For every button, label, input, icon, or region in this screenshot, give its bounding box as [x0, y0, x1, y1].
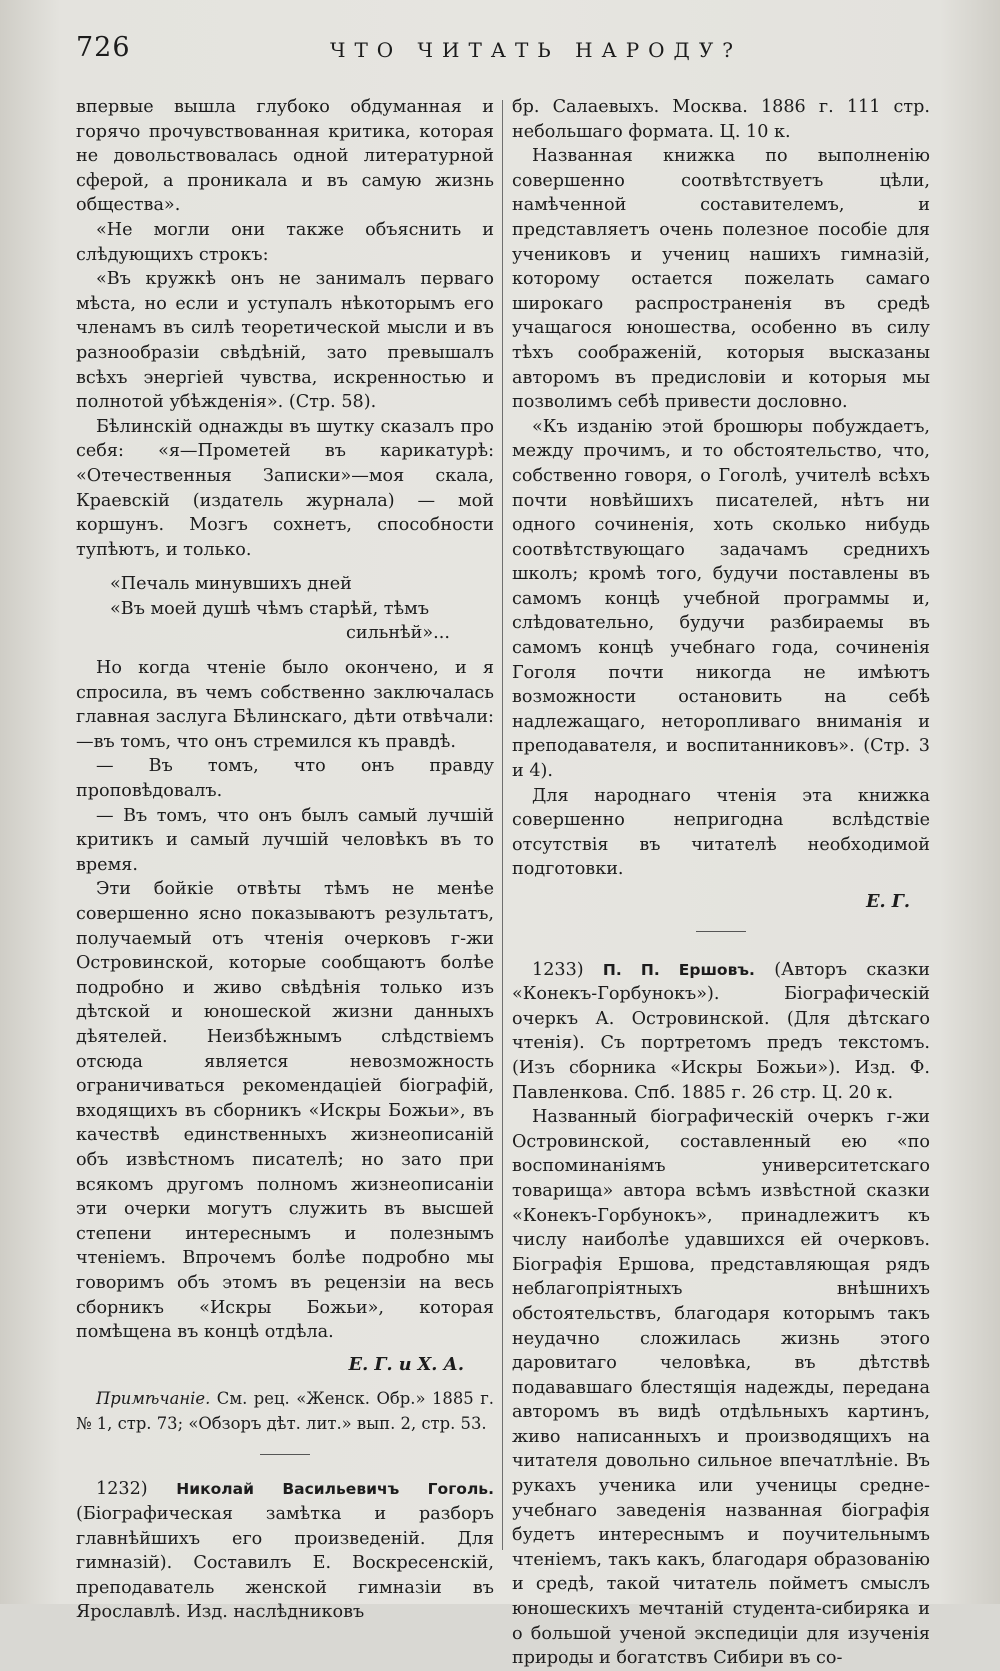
quotation: «Въ кружкѣ онъ не занималъ перваго мѣста, но если и уступалъ нѣкоторымъ его членамъ въ силѣ теоретической мысли и въ разнообразіи свѣдѣній, зато превышалъ всѣхъ энергіей чувства, искренностью и полнотой убѣжденія». (Стр. 58).: [76, 269, 494, 413]
paragraph: Но когда чтеніе было окончено, и я спросила, въ чемъ собственно заключалась главная заслуга Бѣлинскаго, дѣти отвѣчали:—въ томъ, что онъ стремился къ правдѣ.: [76, 658, 494, 752]
column-divider: [502, 100, 503, 1550]
entry-title: П. П. Ершовъ.: [602, 960, 755, 979]
footnote-label: Примѣчаніе.: [96, 1389, 211, 1409]
footnote: [76, 1387, 494, 1436]
paragraph: Названный біографическій очеркъ г-жи Островинской, составленный ею «по воспоминаніямъ университетскаго товарища» автора всѣмъ извѣстной сказки «Конекъ-Горбунокъ», принадлежитъ къ числу наиболѣе удавшихся ей очерковъ. Біографія Ершова, представляющая рядъ неблагопріятныхъ внѣшнихъ обстоятельствъ, благодаря которымъ такъ неудачно сложилась жизнь этого даровитаго человѣка, въ дѣтствѣ подававшаго блестящія надежды, передана авторомъ въ видѣ отдѣльныхъ картинъ, живо написанныхъ и производящихъ на читателя довольно сильное впечатлѣніе. Въ рукахъ ученика или ученицы средне-учебнаго заведенія названная біографія будетъ интереснымъ и поучительнымъ чтеніемъ, такъ какъ, благодаря образованію и средѣ, такой читатель пойметъ смыслъ юношескихъ мечтаній студента-сибиряка и о большой ученой экспедиціи для изученія природы и богатствъ Сибири въ со-: [512, 1107, 930, 1669]
paragraph: бр. Салаевыхъ. Москва. 1886 г. 111 стр. небольшаго формата. Ц. 10 к.: [512, 97, 930, 142]
verse-line: сильнѣй»...: [346, 623, 450, 644]
page-number: 726: [76, 32, 131, 63]
verse-line: «Въ моей душѣ чѣмъ старѣй, тѣмъ: [110, 598, 430, 619]
section-divider: [260, 1454, 310, 1455]
entry-number: 1233): [532, 959, 584, 980]
running-title: ЧТО ЧИТАТЬ НАРОДУ?: [330, 38, 742, 62]
right-column: [512, 95, 930, 1671]
paragraph: Эти бойкіе отвѣты тѣмъ не менѣе совершенно ясно показываютъ результатъ, получаемый отъ чтенія очерковъ г-жи Островинской, которые сообщаютъ болѣе подробно и живо свѣдѣнія только изъ дѣтской и юношеской жизни данныхъ дѣятелей. Неизбѣжнымъ слѣдствіемъ отсюда является невозможность ограничиваться рекомендаціей біографій, входящихъ въ сборникъ «Искры Божьи», въ качествѣ единственныхъ жизнеописаній объ извѣстномъ писателѣ; но зато при всякомъ другомъ полномъ жизнеописаніи эти очерки могутъ служить въ высшей степени интереснымъ и полезнымъ чтеніемъ. Впрочемъ болѣе подробно мы говоримъ объ этомъ въ рецензіи на весь сборникъ «Искры Божьи», которая помѣщена въ концѣ отдѣла.: [76, 879, 494, 1343]
paragraph: впервые вышла глубоко обдуманная и горячо прочувствованная критика, которая не довольствовалась одной литературной сферой, а проникала и въ самую жизнь общества».: [76, 97, 494, 216]
paragraph: Названная книжка по выполненію совершенно соотвѣтствуетъ цѣли, намѣченной составителемъ, и представляетъ очень полезное пособіе для учениковъ и учениц нашихъ гимназій, которому остается пожелать самаго широкаго распространенія въ средѣ учащагося юношества, особенно въ силу тѣхъ соображеній, которыя высказаны авторомъ въ предисловіи и которыя мы позволимъ себѣ привести дословно.: [512, 146, 930, 413]
footnote-text: См. рец. «Женск. Обр.» 1885 г. № 1, стр. 73; «Обзоръ дѣт. лит.» вып. 2, стр. 53.: [76, 1389, 494, 1433]
paragraph: Бѣлинскій однажды въ шутку сказалъ про себя: «я—Прометей въ карикатурѣ: «Отечественныя Записки»—моя скала, Краевскій (издатель журнала) — мой коршунъ. Мозгъ сохнетъ, способности тупѣютъ, и только.: [76, 416, 494, 560]
quotation: «Къ изданію этой брошюры побуждаетъ, между прочимъ, и то обстоятельство, что, собственно говоря, о Гоголѣ, учителѣ всѣхъ почти новѣйшихъ писателей, нѣтъ ни одного сочиненія, хоть сколько нибудь соотвѣтствующаго задачамъ среднихъ школъ; кромѣ того, будучи поставлены въ самомъ концѣ учебной программы и, слѣдовательно, будучи разбираемы въ самомъ концѣ учебнаго года, сочиненія Гоголя почти никогда не имѣютъ возможности остановить на себѣ надлежащаго, неторопливаго вниманія и преподавателя, и воспитанниковъ». (Стр. 3 и 4).: [512, 416, 930, 782]
verse-line: «Печаль минувшихъ дней: [110, 574, 352, 595]
paragraph: «Не могли они также объяснить и слѣдующихъ строкъ:: [76, 219, 494, 265]
page-header: [0, 30, 1000, 70]
entry-description: (Авторъ сказки «Конекъ-Горбунокъ»). Біографическій очеркъ А. Островинской. (Для дѣтскаго чтенія). Съ портретомъ предъ текстомъ. (Изъ сборника «Искры Божьи»). Изд. Ф. Павленкова. Спб. 1885 г. 26 стр. Ц. 20 к.: [512, 959, 931, 1103]
section-divider: [696, 931, 746, 932]
left-column: [76, 95, 494, 1625]
entry-number: 1232): [96, 1479, 148, 1500]
bibliographic-entry: [76, 1477, 494, 1625]
entry-title: Николай Васильевичъ Гоголь.: [176, 1480, 494, 1499]
entry-description: (Біографическая замѣтка и разборъ главнѣйшихъ его произведеній. Для гимназій). Составилъ Е. Воскресенскій, преподаватель женской гимназіи въ Ярославлѣ. Изд. наслѣдниковъ: [76, 1504, 494, 1623]
paragraph: — Въ томъ, что онъ правду проповѣдовалъ.: [76, 756, 494, 802]
paragraph: Для народнаго чтенія эта книжка совершенно непригодна вслѣдствіе отсутствія въ читателѣ необходимой подготовки.: [512, 785, 930, 880]
bibliographic-entry: [512, 958, 930, 1106]
verse-quote: [76, 572, 494, 646]
reviewer-signature: Е. Г.: [866, 891, 910, 912]
paragraph: — Въ томъ, что онъ былъ самый лучшій критикъ и самый лучшій человѣкъ въ то время.: [76, 805, 494, 875]
reviewer-signature: Е. Г. и Х. А.: [348, 1353, 464, 1375]
